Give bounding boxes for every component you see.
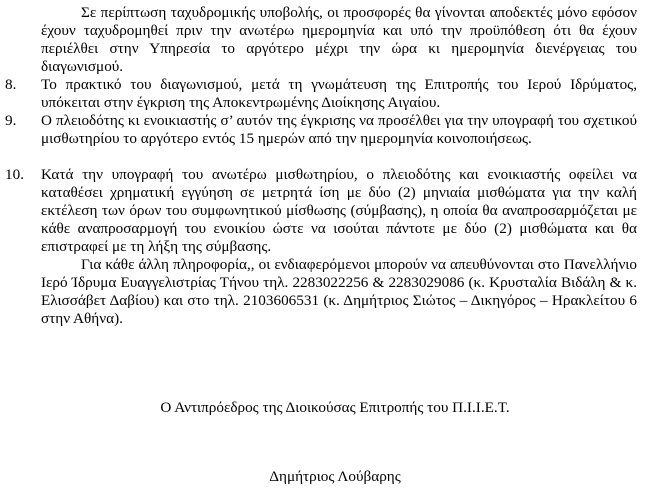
item-number: 10. bbox=[5, 166, 24, 183]
signature-title: Ο Αντιπρόεδρος της Διοικούσας Επιτροπής του Π.Ι.Ι.Ε.Τ. bbox=[160, 399, 510, 416]
item-number: 8. bbox=[5, 76, 17, 93]
list-item-8 bbox=[5, 76, 637, 112]
signature-name: Δημήτριος Λούβαρης bbox=[269, 468, 401, 485]
list-item-9 bbox=[5, 112, 637, 148]
item-text: Το πρακτικό του διαγωνισμού, μετά τη γνωμάτευση της Επιτροπής του Ιερού Ιδρύματος, υπόκειται στην έγκριση της Αποκεντρωμένης Διοίκησης Αιγαίου. bbox=[41, 76, 637, 111]
item-text: Κατά την υπογραφή του ανωτέρω μισθωτηρίου, ο πλειοδότης και ενοικιαστής οφείλει να καταθέσει χρηματική εγγύηση σε μετρητά ίση με δύο (2) μηνιαία μισθώματα για την καλή εκτέλεση των όρων του συμφωνητικού μίσθωσης (σύμβασης), η οποία θα αναπροσαρμόζεται με κάθε αναπροσαρμογή του ενοικίου ώστε να ισούται πάντοτε με δύο (2) μισθώματα και θα επιστραφεί με τη λήξη της σύμβασης. bbox=[41, 166, 637, 255]
info-paragraph: Για κάθε άλλη πληροφορία,, οι ενδιαφερόμενοι μπορούν να απευθύνονται στο Πανελλήνιο Ιερό Ίδρυμα Ευαγγελιστρίας Τήνου τηλ. 2283022256 & 2283029086 (κ. Κρυσταλία Βιδάλη & κ. Ελισσάβετ Δαβίου) και στο τηλ. 2103606531 (κ. Δημήτριος Σιώτος – Δικηγόρος – Ηρακλείτου 6 στην Αθήνα). bbox=[41, 256, 637, 327]
list-item-10 bbox=[5, 166, 637, 256]
item-number: 9. bbox=[5, 112, 17, 129]
item-text: Ο πλειοδότης κι ενοικιαστής σ’ αυτόν της έγκρισης να προσέλθει για την υπογραφή του σχετικού μισθωτηρίου το αργότερο εντός 15 ημερών από την ημερομηνία κοινοποιήσεως. bbox=[41, 112, 637, 147]
intro-paragraph: Σε περίπτωση ταχυδρομικής υποβολής, οι προσφορές θα γίνονται αποδεκτές μόνο εφόσον έχουν ταχυδρομηθεί πριν την ανωτέρω ημερομηνία και υπό την προϋπόθεση ότι θα έχουν περιέλθει στην Υπηρεσία το αργότερο μέχρι την ώρα κι ημερομηνία διενέργειας του διαγωνισμού. bbox=[41, 4, 637, 75]
